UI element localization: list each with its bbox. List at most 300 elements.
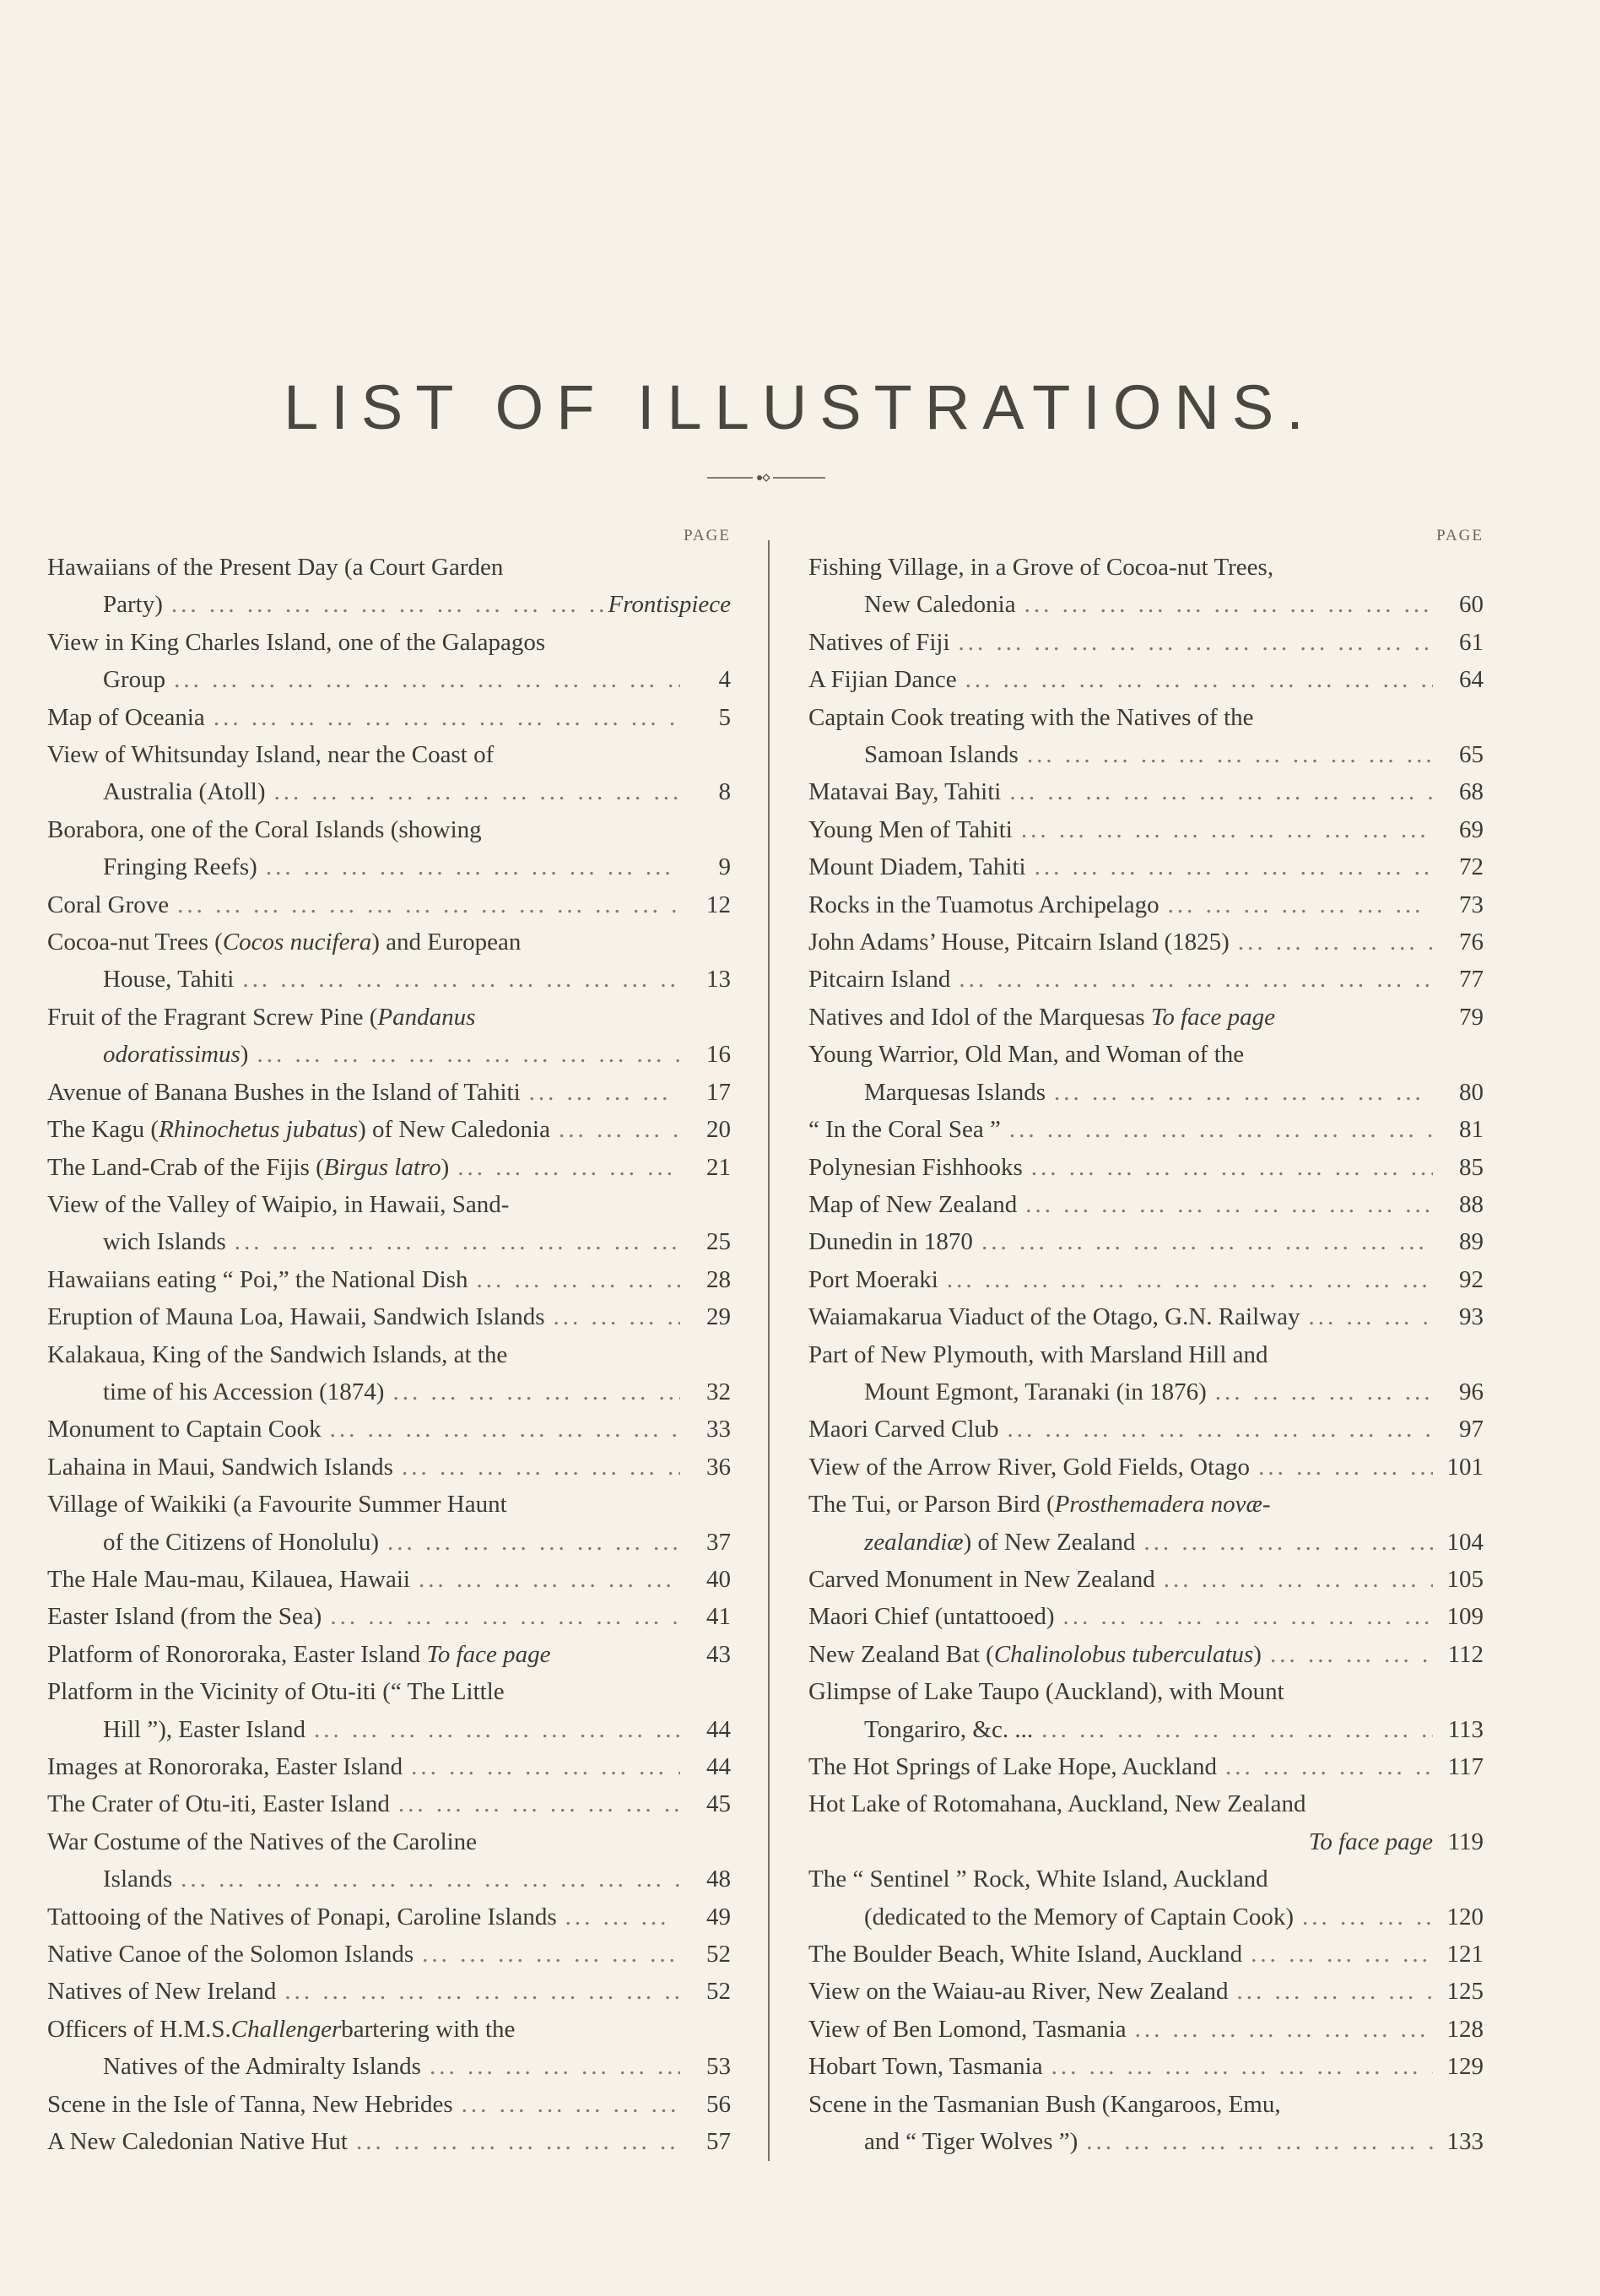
entry-caption-text: Young Men of Tahiti xyxy=(808,815,1013,843)
entry-caption xyxy=(47,1111,550,1148)
entry-caption-text: Natives of the Admiralty Islands xyxy=(103,2053,421,2081)
entry-line-1 xyxy=(808,1336,1484,1373)
page-number: 8 xyxy=(718,778,731,806)
illustration-entry xyxy=(47,1673,731,1748)
dot-leader xyxy=(1016,586,1433,623)
entry-caption-text: Rocks in the Tuamotus Archipelago xyxy=(808,891,1159,918)
entry-caption xyxy=(103,773,265,810)
illustration-entry xyxy=(808,1411,1484,1448)
entry-line-1 xyxy=(47,923,731,961)
entry-line-last xyxy=(808,1074,1484,1111)
illustration-entry xyxy=(808,2011,1484,2048)
entry-caption-text: Native Canoe of the Solomon Islands xyxy=(47,1941,414,1968)
page-number: 89 xyxy=(1459,1228,1484,1256)
entry-line-last xyxy=(808,624,1484,661)
entry-line-1 xyxy=(808,549,1484,586)
entry-title: Fishing Village, in a Grove of Cocoa-nut Trees, xyxy=(808,554,1274,581)
entry-line-last xyxy=(47,1785,731,1822)
entry-line-last xyxy=(47,961,731,998)
illustration-entry xyxy=(47,736,731,811)
entry-title: The “ Sentinel ” Rock, White Island, Auckland xyxy=(808,1866,1268,1893)
entry-caption-text: View on the Waiau-au River, New Zealand xyxy=(808,1978,1229,2006)
entry-caption-text: Monument to Captain Cook xyxy=(47,1416,322,1443)
entry-line-1 xyxy=(808,1785,1484,1822)
entry-line-last xyxy=(808,1636,1484,1673)
entry-caption-text: wich Islands xyxy=(103,1228,226,1256)
page-number: Frontispiece xyxy=(608,591,731,619)
entry-line-1 xyxy=(47,624,731,661)
entry-caption xyxy=(47,2086,453,2123)
entry-caption-text: The Hot Springs of Lake Hope, Auckland xyxy=(808,1753,1218,1780)
dot-leader xyxy=(322,1411,680,1448)
dot-leader xyxy=(557,1898,680,1936)
entry-line-last xyxy=(47,1411,731,1448)
entry-caption-text: A Fijian Dance xyxy=(808,666,957,694)
entry-caption-text: Natives of Fiji xyxy=(808,628,950,656)
entry-caption-italic: Birgus latro xyxy=(323,1153,441,1181)
dot-leader xyxy=(1229,1973,1433,2010)
entry-title-italic: Cocos nucifera xyxy=(222,929,372,956)
entry-line-last xyxy=(47,2048,731,2085)
entry-caption-text: Polynesian Fishhooks xyxy=(808,1153,1023,1181)
illustration-entry xyxy=(47,1074,731,1111)
dot-leader xyxy=(1026,848,1433,885)
page-number: 12 xyxy=(706,891,731,918)
page-number: 119 xyxy=(1447,1828,1484,1855)
page-number: 37 xyxy=(706,1528,731,1556)
entry-caption-text: ) xyxy=(240,1041,249,1069)
right-column xyxy=(808,523,1484,2160)
page-number: 104 xyxy=(1446,1528,1484,1556)
entry-title-italic: Challenger xyxy=(230,2015,342,2043)
entry-line-last xyxy=(808,2048,1484,2085)
entry-title: Platform in the Vicinity of Otu-iti (“ The Little xyxy=(47,1678,505,1706)
entry-caption xyxy=(808,1411,999,1448)
illustration-entry xyxy=(47,1149,731,1186)
entry-line-1 xyxy=(47,2011,731,2048)
entry-line-1 xyxy=(47,1823,731,1860)
entry-line-last xyxy=(808,1898,1484,1936)
illustration-entry xyxy=(47,1823,731,1898)
page-number: 52 xyxy=(706,1941,731,1968)
illustration-entry xyxy=(808,1936,1484,1973)
illustration-entry xyxy=(808,549,1484,624)
entry-title-italic: Prosthemadera novæ- xyxy=(1054,1491,1271,1519)
page-number: 48 xyxy=(706,1866,731,1893)
dot-leader xyxy=(1242,1936,1433,1973)
entry-caption-italic: To face page xyxy=(1150,1003,1276,1031)
illustration-entry xyxy=(47,1636,731,1673)
entry-caption-text: A New Caledonian Native Hut xyxy=(47,2128,348,2156)
page-number: 117 xyxy=(1447,1753,1484,1780)
dot-leader xyxy=(1046,1074,1433,1111)
page-number: 44 xyxy=(706,1753,731,1780)
illustration-entry xyxy=(808,1973,1484,2010)
illustration-entry xyxy=(808,1486,1484,1561)
entry-caption xyxy=(47,1636,551,1673)
page-number: 88 xyxy=(1459,1190,1484,1218)
entry-caption xyxy=(808,1973,1229,2010)
entry-line-1 xyxy=(808,1486,1484,1523)
entry-caption xyxy=(103,1036,248,1073)
entry-caption xyxy=(808,999,1275,1036)
entry-line-last xyxy=(47,1898,731,1936)
entry-line-last xyxy=(47,1036,731,1073)
entry-caption xyxy=(103,1524,379,1561)
entry-line-1 xyxy=(47,1186,731,1223)
entry-title: ) and European xyxy=(371,929,522,956)
page-number: 17 xyxy=(706,1078,731,1106)
entry-title: Young Warrior, Old Man, and Woman of the xyxy=(808,1041,1245,1069)
entry-title: Glimpse of Lake Taupo (Auckland), with Mount xyxy=(808,1678,1284,1706)
entry-line-1 xyxy=(808,1036,1484,1073)
dot-leader xyxy=(322,1598,680,1635)
illustration-entry xyxy=(47,1936,731,1973)
illustration-entry xyxy=(808,2048,1484,2085)
illustration-entry xyxy=(47,1486,731,1561)
page-number: 73 xyxy=(1459,891,1484,918)
entry-line-last xyxy=(47,586,731,623)
entry-caption xyxy=(808,773,1001,810)
entry-caption-text: Group xyxy=(103,666,166,694)
entry-line-1 xyxy=(808,1673,1484,1710)
illustration-entry xyxy=(47,1598,731,1635)
entry-caption-text: Avenue of Banana Bushes in the Island of Tahiti xyxy=(47,1078,521,1106)
entry-caption-text: Natives of New Ireland xyxy=(47,1978,277,2006)
entry-line-1 xyxy=(47,736,731,773)
illustration-entry xyxy=(808,1186,1484,1223)
entry-line-last xyxy=(808,736,1484,773)
page-number: 113 xyxy=(1447,1715,1484,1743)
dot-leader xyxy=(1019,736,1433,773)
page-number: 57 xyxy=(706,2128,731,2156)
illustration-entry xyxy=(47,1298,731,1335)
entry-title: View in King Charles Island, one of the Galapagos xyxy=(47,628,546,656)
entry-caption xyxy=(47,1936,414,1973)
illustration-entry xyxy=(47,1111,731,1148)
entry-line-last xyxy=(808,773,1484,810)
page-number: 21 xyxy=(706,1153,731,1181)
entry-caption xyxy=(47,1785,390,1822)
entry-line-last xyxy=(808,2011,1484,2048)
entry-caption xyxy=(864,1074,1046,1111)
entry-caption xyxy=(103,961,234,998)
entry-caption-text: “ In the Coral Sea ” xyxy=(808,1116,1001,1144)
entry-caption xyxy=(808,1186,1017,1223)
entry-caption-text: The Kagu ( xyxy=(47,1116,159,1144)
page-number: 129 xyxy=(1446,2053,1484,2081)
entry-caption-text: Platform of Ronororaka, Easter Island xyxy=(47,1640,427,1668)
dot-leader xyxy=(410,1561,680,1598)
page-number: 65 xyxy=(1459,741,1484,769)
entry-caption xyxy=(103,2048,421,2085)
entry-caption xyxy=(864,1711,1033,1748)
page-number: 79 xyxy=(1459,1003,1484,1031)
entry-line-last xyxy=(808,2123,1484,2160)
page-number: 40 xyxy=(706,1565,731,1593)
entry-caption xyxy=(808,1561,1155,1598)
page-number: 25 xyxy=(706,1228,731,1256)
dot-leader xyxy=(1135,1524,1433,1561)
entry-caption-text: Map of New Zealand xyxy=(808,1190,1018,1218)
page-number: 101 xyxy=(1446,1453,1484,1481)
illustration-entry xyxy=(47,999,731,1074)
entry-caption-text: Australia (Atoll) xyxy=(103,778,266,806)
entry-caption-text: Pitcairn Island xyxy=(808,966,951,994)
dot-leader xyxy=(1250,1449,1433,1486)
page-number: 49 xyxy=(706,1903,731,1930)
entry-line-1 xyxy=(808,1860,1484,1898)
illustration-entry xyxy=(47,923,731,999)
illustration-entry xyxy=(47,1561,731,1598)
illustration-entry xyxy=(808,2086,1484,2161)
entry-caption-text: Natives and Idol of the Marquesas xyxy=(808,1003,1151,1031)
dot-leader xyxy=(1217,1748,1433,1785)
page-number: 44 xyxy=(706,1715,731,1743)
entry-line-last xyxy=(47,1598,731,1635)
illustration-entry xyxy=(808,1636,1484,1673)
page-number: 121 xyxy=(1446,1941,1484,1968)
dot-leader xyxy=(169,886,680,923)
page-number: 64 xyxy=(1459,666,1484,694)
illustration-entry xyxy=(47,2123,731,2160)
entry-line-last xyxy=(808,1598,1484,1635)
entry-caption-text: Maori Carved Club xyxy=(808,1416,999,1443)
entry-caption-text: Lahaina in Maui, Sandwich Islands xyxy=(47,1453,393,1481)
dot-leader xyxy=(257,848,680,885)
entry-line-1 xyxy=(47,999,731,1036)
entry-line-last xyxy=(808,1373,1484,1411)
dot-leader xyxy=(390,1785,680,1822)
entry-caption xyxy=(47,1298,545,1335)
illustration-entry xyxy=(47,1411,731,1448)
illustration-entry xyxy=(808,1261,1484,1298)
entry-caption xyxy=(47,1149,449,1186)
entry-caption xyxy=(103,1373,384,1411)
entry-caption-text: John Adams’ House, Pitcairn Island (1825) xyxy=(808,929,1230,956)
entry-caption-text: and “ Tiger Wolves ”) xyxy=(864,2128,1078,2156)
illustration-entry xyxy=(47,1785,731,1822)
entry-line-last xyxy=(808,1298,1484,1335)
entry-caption-text: Hawaiians eating “ Poi,” the National Dish xyxy=(47,1265,468,1293)
page-number: 5 xyxy=(718,703,731,731)
illustration-entry xyxy=(47,699,731,736)
entry-caption-text: ) xyxy=(1253,1640,1262,1668)
entry-line-last xyxy=(47,886,731,923)
illustration-entry xyxy=(808,1860,1484,1936)
page-number: 36 xyxy=(706,1453,731,1481)
entry-line-last xyxy=(808,1711,1484,1748)
entry-caption-text: New Caledonia xyxy=(864,591,1016,619)
entry-caption-text: View of Ben Lomond, Tasmania xyxy=(808,2015,1127,2043)
illustration-entry xyxy=(808,1449,1484,1486)
dot-leader xyxy=(248,1036,680,1073)
page-number: 96 xyxy=(1459,1378,1484,1405)
page-column-header: PAGE xyxy=(684,527,731,544)
entry-line-last xyxy=(808,1748,1484,1785)
entry-line-last xyxy=(47,1074,731,1111)
entry-caption xyxy=(808,848,1026,885)
entry-title: Part of New Plymouth, with Marsland Hill and xyxy=(808,1340,1268,1368)
entry-caption xyxy=(808,1636,1262,1673)
entry-caption xyxy=(864,1373,1207,1411)
entry-caption-text: Mount Egmont, Taranaki (in 1876) xyxy=(864,1378,1207,1405)
entry-line-1 xyxy=(47,1336,731,1373)
page-number: 53 xyxy=(706,2053,731,2081)
entry-line-last xyxy=(47,1223,731,1260)
illustration-entry xyxy=(808,848,1484,885)
illustration-entry xyxy=(808,1298,1484,1335)
entry-line-last xyxy=(47,1748,731,1785)
entry-caption xyxy=(864,1898,1294,1936)
entry-caption xyxy=(103,586,163,623)
dot-leader xyxy=(276,1973,680,2010)
entry-caption xyxy=(47,1598,322,1635)
page-number: 13 xyxy=(706,966,731,994)
entry-caption xyxy=(808,1748,1217,1785)
entry-caption-text: Hill ”), Easter Island xyxy=(103,1715,305,1743)
entry-caption xyxy=(808,1111,1001,1148)
illustration-entry xyxy=(808,1223,1484,1260)
illustration-entry xyxy=(808,961,1484,998)
entry-line-last xyxy=(808,848,1484,885)
dot-leader xyxy=(1159,886,1433,923)
entry-caption xyxy=(808,1223,973,1260)
illustration-entry xyxy=(47,2086,731,2123)
page-number: 52 xyxy=(706,1978,731,2006)
illustration-entry xyxy=(808,999,1484,1036)
entry-line-last xyxy=(808,1561,1484,1598)
illustration-entry xyxy=(808,923,1484,961)
entry-line-last xyxy=(47,1524,731,1561)
dot-leader xyxy=(957,661,1433,698)
page-number: 61 xyxy=(1459,628,1484,656)
entry-caption xyxy=(47,1748,403,1785)
illustration-entry xyxy=(47,1186,731,1261)
illustration-entry xyxy=(808,1748,1484,1785)
dot-leader xyxy=(348,2123,680,2160)
entry-caption-italic: odoratissimus xyxy=(103,1041,241,1069)
entry-caption xyxy=(808,886,1159,923)
entry-title-italic: Pandanus xyxy=(377,1003,476,1031)
entry-caption xyxy=(808,811,1013,848)
entry-caption-text: Carved Monument in New Zealand xyxy=(808,1565,1155,1593)
illustration-entry xyxy=(47,624,731,699)
entry-caption xyxy=(103,1860,172,1898)
dot-leader xyxy=(1043,2048,1433,2085)
dot-leader xyxy=(379,1524,680,1561)
entry-line-last xyxy=(808,1223,1484,1260)
entry-caption-text: The Boulder Beach, White Island, Auckland xyxy=(808,1941,1243,1968)
dot-leader xyxy=(403,1748,680,1785)
dot-leader xyxy=(950,961,1433,998)
page-number: 45 xyxy=(706,1790,731,1818)
entry-line-last xyxy=(808,961,1484,998)
entry-title: Village of Waikiki (a Favourite Summer Haunt xyxy=(47,1491,507,1519)
page-number: 16 xyxy=(706,1041,731,1069)
page-number: 72 xyxy=(1459,853,1484,881)
entry-caption-text: time of his Accession (1874) xyxy=(103,1378,385,1405)
entry-title: Officers of H.M.S. xyxy=(47,2015,231,2043)
entry-caption xyxy=(47,1411,322,1448)
dot-leader xyxy=(414,1936,680,1973)
page-number: 20 xyxy=(706,1116,731,1144)
entry-caption xyxy=(103,848,257,885)
entry-caption-text: Matavai Bay, Tahiti xyxy=(808,778,1002,806)
entry-line-last xyxy=(808,1524,1484,1561)
entry-line-last xyxy=(808,811,1484,848)
dot-leader xyxy=(205,699,680,736)
page-number: 68 xyxy=(1459,778,1484,806)
page-number: 97 xyxy=(1459,1416,1484,1443)
entry-caption xyxy=(47,1261,468,1298)
entry-line-1 xyxy=(808,699,1484,736)
entry-caption-text: The Crater of Otu-iti, Easter Island xyxy=(47,1790,390,1818)
entry-line-last xyxy=(808,923,1484,961)
entry-caption-text: View of the Arrow River, Gold Fields, Otago xyxy=(808,1453,1251,1481)
entry-caption-text: Samoan Islands xyxy=(864,741,1019,769)
dot-leader xyxy=(234,961,680,998)
entry-caption-text: of the Citizens of Honolulu) xyxy=(103,1528,380,1556)
dot-leader xyxy=(1127,2011,1433,2048)
page-number: 92 xyxy=(1459,1265,1484,1293)
entry-line-last xyxy=(47,1373,731,1411)
entry-line-last xyxy=(47,661,731,698)
entry-caption xyxy=(808,1298,1300,1335)
entry-caption xyxy=(808,2048,1043,2085)
entry-title: bartering with the xyxy=(341,2015,516,2043)
dot-leader xyxy=(973,1223,1433,1260)
dot-leader xyxy=(1155,1561,1433,1598)
illustration-entry xyxy=(808,1111,1484,1148)
page-number: 43 xyxy=(706,1640,731,1668)
dot-leader xyxy=(449,1149,680,1186)
entry-line-1 xyxy=(808,2086,1484,2123)
illustration-entry xyxy=(808,661,1484,698)
dot-leader xyxy=(550,1111,680,1148)
dot-leader xyxy=(265,773,680,810)
page-number: 93 xyxy=(1459,1303,1484,1331)
entry-line-last xyxy=(808,1261,1484,1298)
illustration-entry xyxy=(808,811,1484,848)
entry-line-last xyxy=(808,661,1484,698)
entry-title: Hawaiians of the Present Day (a Court Garden xyxy=(47,554,504,581)
entry-line-last xyxy=(47,1561,731,1598)
entry-caption xyxy=(808,624,950,661)
entry-line-last xyxy=(808,1449,1484,1486)
entries-left xyxy=(47,549,731,2160)
entries-right xyxy=(808,549,1484,2160)
page-number: 4 xyxy=(718,666,731,694)
dot-leader xyxy=(938,1261,1433,1298)
entry-caption-text: The Land-Crab of the Fijis ( xyxy=(47,1153,324,1181)
entry-caption-text: Waiamakarua Viaduct of the Otago, G.N. Railway xyxy=(808,1303,1300,1331)
illustration-entry xyxy=(808,699,1484,774)
entry-caption xyxy=(808,2011,1127,2048)
entry-caption xyxy=(47,2123,348,2160)
entry-caption xyxy=(47,1561,410,1598)
entry-line-last xyxy=(808,586,1484,623)
entry-caption xyxy=(808,1936,1242,1973)
entry-caption xyxy=(864,2123,1078,2160)
entry-caption-text: Tattooing of the Natives of Ponapi, Caroline Islands xyxy=(47,1903,557,1930)
illustration-entry xyxy=(47,1449,731,1486)
entry-line-last xyxy=(47,2086,731,2123)
left-column xyxy=(47,523,731,2160)
dot-leader xyxy=(1078,2123,1433,2160)
entry-caption xyxy=(808,1149,1023,1186)
page-number: 125 xyxy=(1446,1978,1484,2006)
